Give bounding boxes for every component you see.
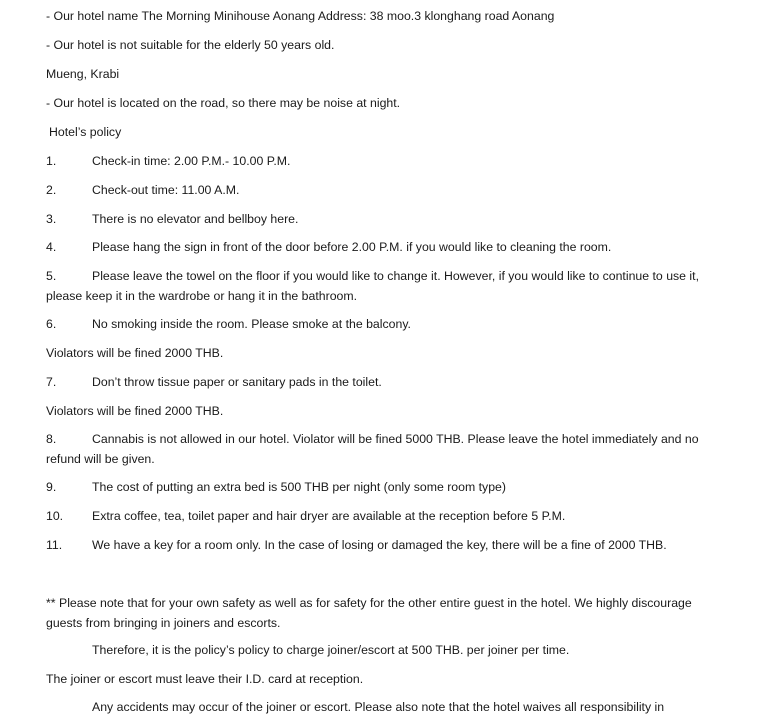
policy-item-text: No smoking inside the room. Please smoke at the balcony. — [92, 317, 411, 331]
policy-item-number: 6. — [46, 317, 57, 331]
policy-item-number: 1. — [46, 154, 57, 168]
safety-notice: ** Please note that for your own safety as well as for safety for the other entire guest in the hotel. We highly discourage guests from bringing in joiners and escorts. — [46, 596, 692, 630]
policy-item-number: 9. — [46, 480, 57, 494]
policy-item-text: Please leave the towel on the floor if you would like to change it. However, if you would like to continue to use it, please keep it in the wardrobe or hang it in the bathroom. — [46, 269, 699, 303]
hotel-name-line: - Our hotel name The Morning Minihouse Aonang Address: 38 moo.3 klonghang road Aonang — [46, 9, 555, 23]
policy-item-number: 10. — [46, 509, 64, 523]
policy-item-text: Cannabis is not allowed in our hotel. Violator will be fined 5000 THB. Please leave the hotel immediately and no refund will be given. — [46, 432, 699, 466]
policy-item-number: 8. — [46, 432, 57, 446]
policy-item-2 — [46, 180, 736, 200]
policy-item-text: There is no elevator and bellboy here. — [92, 212, 299, 226]
policy-heading: Hotel’s policy — [49, 125, 122, 139]
policy-item-1 — [46, 151, 736, 171]
policy-item-5 — [46, 266, 736, 306]
noise-notice-line: - Our hotel is located on the road, so there may be noise at night. — [46, 96, 401, 110]
policy-item-number: 7. — [46, 375, 57, 389]
policy-item-number: 3. — [46, 212, 57, 226]
policy-item-7 — [46, 372, 736, 392]
policy-item-text: The cost of putting an extra bed is 500 THB per night (only some room type) — [92, 480, 506, 494]
policy-item-9 — [46, 477, 736, 497]
policy-item-number: 4. — [46, 240, 57, 254]
policy-item-3 — [46, 209, 736, 229]
location-line: Mueng, Krabi — [46, 67, 120, 81]
policy-item-number: 11. — [46, 538, 63, 552]
toilet-fine-line: Violators will be fined 2000 THB. — [46, 404, 224, 418]
id-card-line: The joiner or escort must leave their I.D. card at reception. — [46, 672, 364, 686]
accidents-line: Any accidents may occur of the joiner or escort. Please also note that the hotel waives all responsibility in — [92, 700, 665, 714]
policy-item-text: Check-in time: 2.00 P.M.- 10.00 P.M. — [92, 154, 291, 168]
policy-item-text: Don’t throw tissue paper or sanitary pads in the toilet. — [92, 375, 382, 389]
policy-item-text: We have a key for a room only. In the case of losing or damaged the key, there will be a fine of 2000 THB. — [92, 538, 667, 552]
policy-item-6 — [46, 314, 736, 334]
policy-item-10 — [46, 506, 736, 526]
elderly-notice-line: - Our hotel is not suitable for the elderly 50 years old. — [46, 38, 335, 52]
joiner-charge-line: Therefore, it is the policy’s policy to charge joiner/escort at 500 THB. per joiner per time. — [92, 643, 570, 657]
policy-item-text: Please hang the sign in front of the door before 2.00 P.M. if you would like to cleaning the room. — [92, 240, 612, 254]
policy-item-number: 5. — [46, 269, 57, 283]
policy-item-text: Check-out time: 11.00 A.M. — [92, 183, 240, 197]
policy-item-8 — [46, 429, 736, 469]
policy-item-number: 2. — [46, 183, 57, 197]
policy-item-4 — [46, 237, 736, 257]
policy-item-11 — [46, 535, 736, 555]
policy-item-text: Extra coffee, tea, toilet paper and hair dryer are available at the reception before 5 P.M. — [92, 509, 566, 523]
smoking-fine-line: Violators will be fined 2000 THB. — [46, 346, 224, 360]
